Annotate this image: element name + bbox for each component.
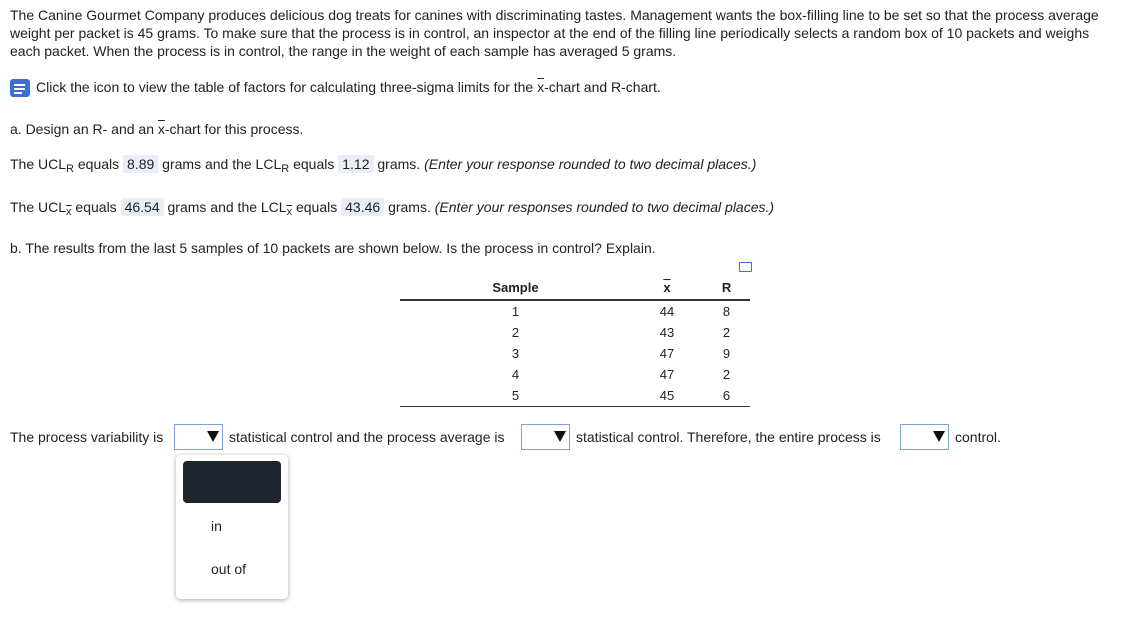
variability-dropdown-menu xyxy=(176,455,288,599)
ucl-r-answer[interactable]: 8.89 xyxy=(123,155,158,173)
factors-link-row[interactable] xyxy=(10,79,661,97)
header-xbar: $\overline{x}$ xyxy=(631,277,703,300)
table-row: 1 44 8 xyxy=(511,304,731,319)
sample-table xyxy=(400,277,750,407)
header-sample: Sample xyxy=(400,277,631,300)
conclusion-text-3: statistical control. Therefore, the entire process is xyxy=(576,429,881,445)
lcl-r-answer[interactable]: 1.12 xyxy=(338,155,373,173)
conclusion-text-4: control. xyxy=(955,429,1001,445)
part-b-heading: b. The results from the last 5 samples of 10 packets are shown below. Is the process in control? Explain. xyxy=(10,240,656,256)
conclusion-text-1: The process variability is xyxy=(10,429,164,445)
copy-icon[interactable] xyxy=(739,262,752,272)
problem-text: The Canine Gourmet Company produces delicious dog treats for canines with discriminating tastes. Management wants the box-filling line to be set so that the process average weight per packet is 45 grams. To make sure that the process is in control, an inspector at the end of the filling line periodically selects a random box of 10 packets and weighs each packet. When the process is in control, the range in the weight of each sample has averaged 5 grams. xyxy=(10,7,1099,59)
average-select[interactable] xyxy=(521,424,570,450)
chevron-down-icon xyxy=(554,431,566,442)
table-row: 4 47 2 xyxy=(511,367,731,382)
table-row: 2 43 2 xyxy=(511,325,731,340)
document-icon[interactable] xyxy=(10,79,30,97)
part-a-heading: a. Design an R- and an $\overline{x}$-chart for this process. xyxy=(10,121,304,137)
variability-select[interactable] xyxy=(174,424,223,450)
chevron-down-icon xyxy=(933,431,945,442)
x-chart-limits-line: The $UCL_{\overline{x}}$ equals 46.54 grams and the $LCL_{\overline{x}}$ equals 43.46 grams. (Enter your responses rounded to two decimal places.) xyxy=(10,199,775,218)
r-chart-limits-line: The $UCL_R$ equals 8.89 grams and the $LCL_R$ equals 1.12 grams. (Enter your response rounded to two decimal places.) xyxy=(10,156,757,175)
option-out-of[interactable]: out of xyxy=(211,561,247,577)
conclusion-text-2: statistical control and the process average is xyxy=(229,429,505,445)
table-row: 5 45 6 xyxy=(400,385,750,407)
chevron-down-icon xyxy=(207,431,219,442)
table-row: 3 47 9 xyxy=(511,346,731,361)
header-r: R xyxy=(703,277,750,300)
dropdown-blank-option[interactable] xyxy=(183,461,281,503)
entire-process-select[interactable] xyxy=(900,424,949,450)
ucl-x-answer[interactable]: 46.54 xyxy=(121,198,164,216)
lcl-x-answer[interactable]: 43.46 xyxy=(341,198,384,216)
factors-link-text[interactable]: Click the icon to view the table of factors for calculating three-sigma limits for the $\overline{x}$-chart and R-chart. xyxy=(36,79,661,95)
option-in[interactable]: in xyxy=(211,518,222,534)
